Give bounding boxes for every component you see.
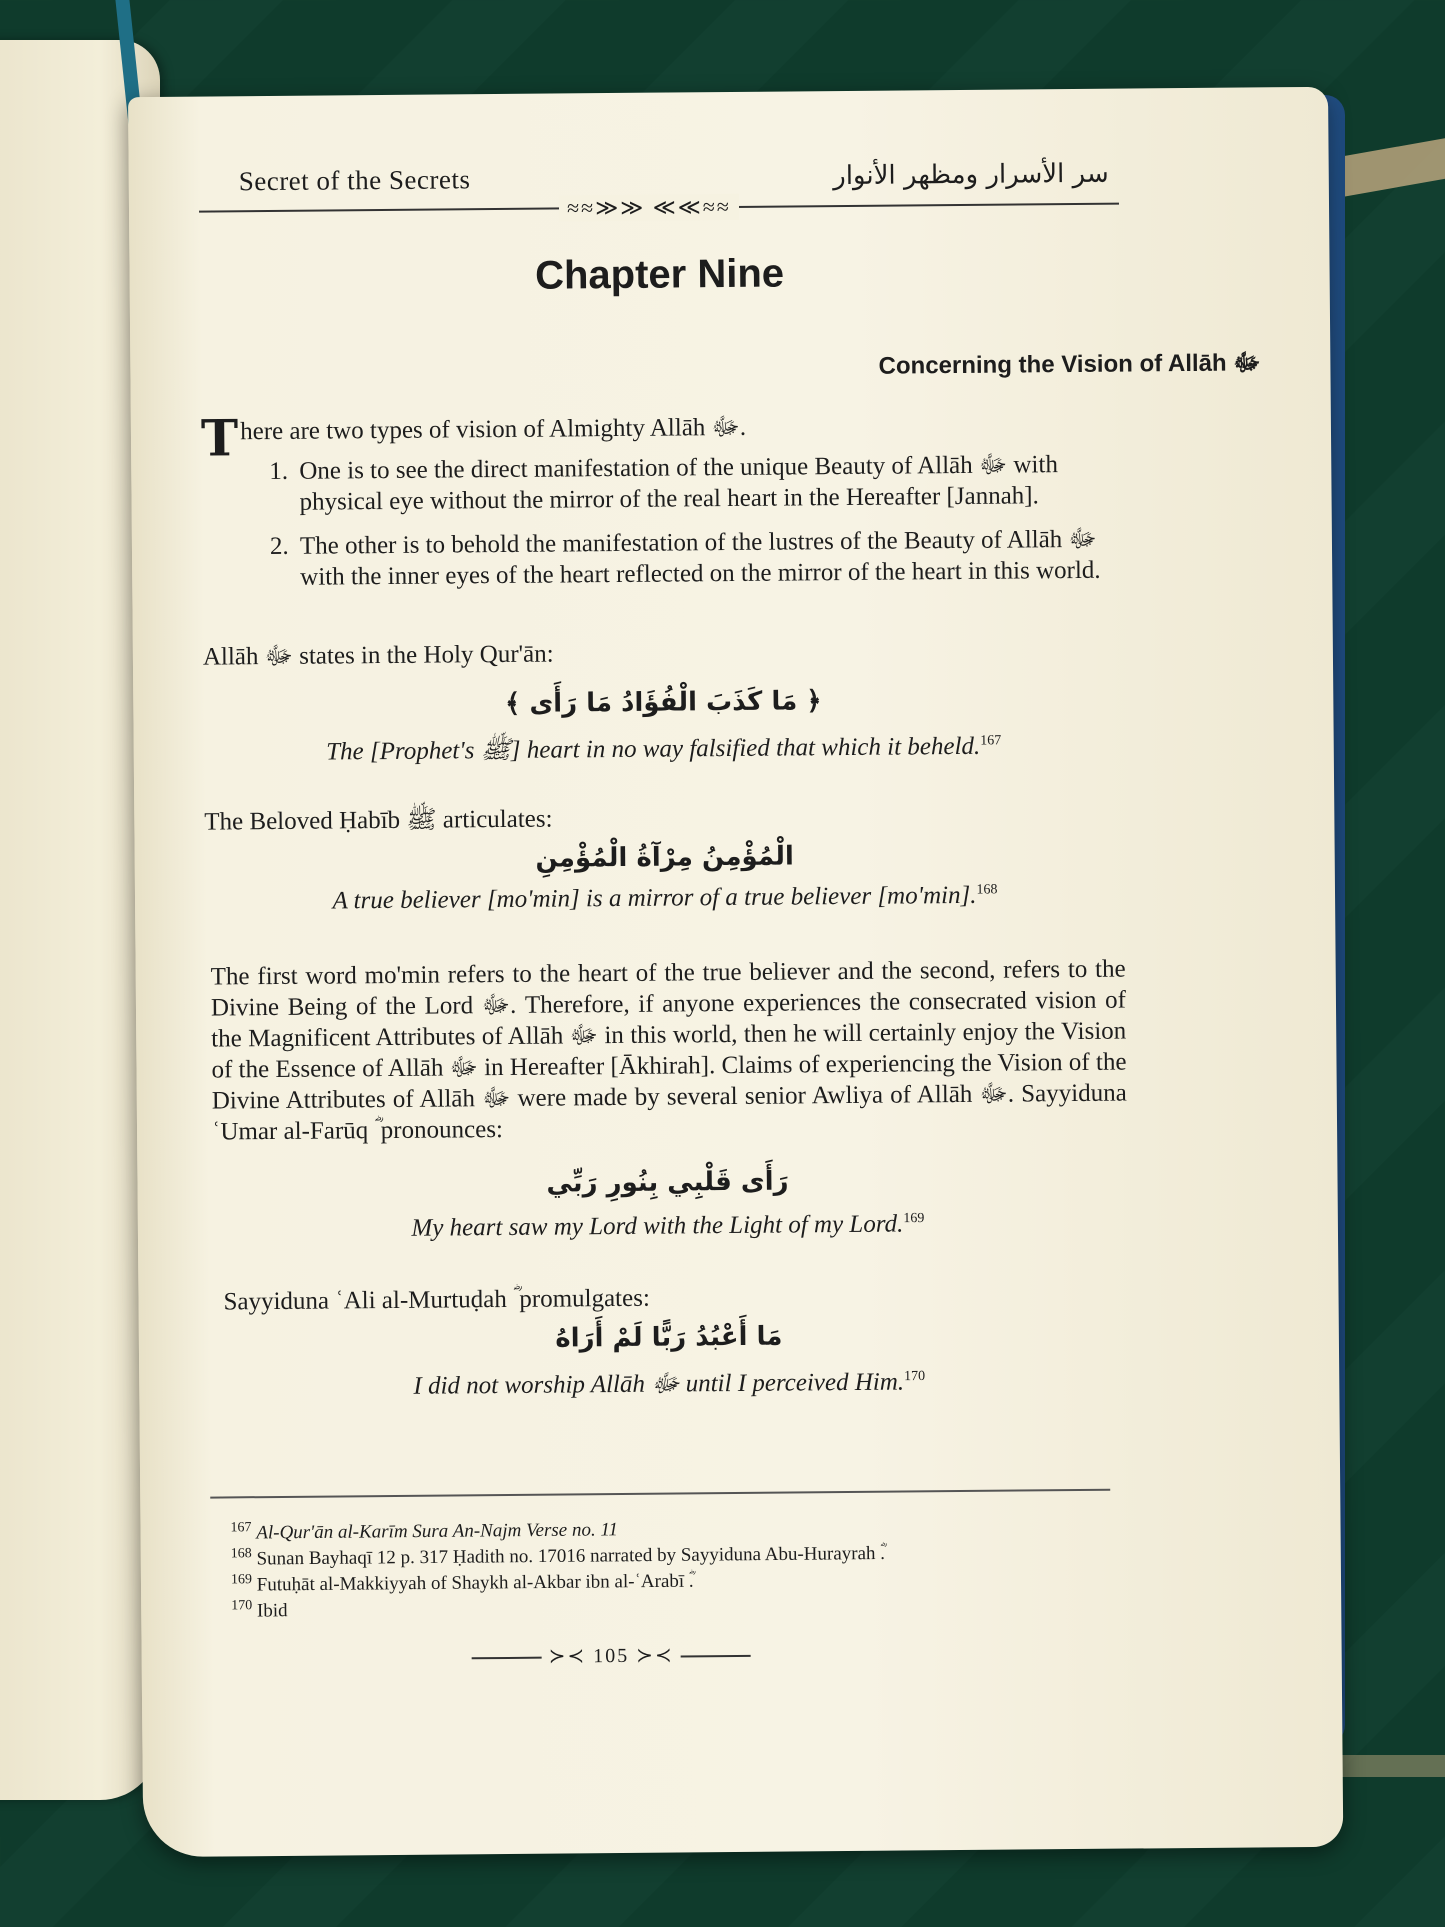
footnote-text: Sunan Bayhaqī 12 p. 317 Ḥadith no. 17016 narrated by Sayyiduna Abu-Hurayrah ؓ.	[256, 1543, 886, 1570]
habib-intro: The Beloved Ḥabīb ﷺ articulates:	[204, 805, 553, 836]
header-ornament: ≈≈≫≫ ≪≪≈≈	[559, 194, 739, 222]
footnote-text: Futuḥāt al-Makkiyyah of Shaykh al-Akbar ibn al-ʿArabī ؓ.	[256, 1570, 694, 1596]
hadith-arabic: الْمُؤْمِنُ مِرْآةُ الْمُؤْمِنِ	[535, 841, 795, 874]
footer-rule-left	[472, 1657, 542, 1660]
umar-translation: My heart saw my Lord with the Light of my Lord.	[411, 1210, 904, 1242]
footnote-rule	[210, 1489, 1110, 1499]
page-footer: ≻≺ 105 ≻≺	[472, 1642, 751, 1669]
footnote-ref[interactable]: 168	[976, 882, 998, 898]
page-content	[199, 157, 1263, 1766]
ali-intro: Sayyiduna ʿAli al-Murtuḍah ؓ promulgates:	[223, 1284, 650, 1316]
verse-arabic: ﴿ مَا كَذَبَ الْفُؤَادُ مَا رَأَى ﴾	[504, 686, 822, 719]
running-header	[199, 159, 1109, 227]
list-item	[269, 449, 1120, 518]
footnote-item	[231, 1594, 288, 1624]
list-number: 1.	[269, 457, 289, 486]
footnote-text: Ibid	[256, 1600, 288, 1622]
ali-quote-arabic: مَا أَعْبُدُ رَبًّا لَمْ أَرَاهُ	[555, 1321, 783, 1354]
page-number: 105	[593, 1644, 630, 1668]
chapter-subtitle: Concerning the Vision of Allāh ﷻ	[878, 349, 1261, 380]
chapter-title: Chapter Nine	[534, 251, 785, 298]
ali-translation-line	[209, 1364, 1129, 1409]
list-number: 2.	[269, 532, 289, 561]
list-text: One is to see the direct manifestation of the unique Beauty of Allāh ﷻ with physical eye without the mirror of the real heart in the Hereafter [Jannah].	[299, 451, 1059, 516]
footer-rule-right	[681, 1655, 751, 1658]
quran-intro: Allāh ﷻ states in the Holy Qur'ān:	[202, 640, 554, 671]
hadith-translation: A true believer [mo'min] is a mirror of a true believer [mo'min].	[332, 881, 977, 915]
footnote-ref[interactable]: 170	[903, 1369, 926, 1385]
footnote-number: 170	[231, 1598, 253, 1614]
list-text: The other is to behold the manifestation of the lustres of the Beauty of Allāh ﷻ with the inner eyes of the heart reflected on the mirror of the heart in this world.	[299, 525, 1101, 591]
footnote-ref[interactable]: 169	[903, 1211, 925, 1227]
footnote-number: 167	[230, 1520, 252, 1536]
footnote-item	[231, 1564, 694, 1597]
verse-translation-line	[204, 729, 1124, 774]
book-page	[128, 87, 1343, 1857]
running-arabic-title: سر الأسرار ومظهر الأنوار	[833, 158, 1109, 192]
footnote-text: Al-Qur'ān al-Karīm Sura An-Najm Verse no. 11	[256, 1519, 619, 1544]
body-paragraph: The first word mo'min refers to the heart of the true believer and the second, refers to the Divine Being of the Lord ﷻ. Therefore, if anyone experiences the consecrated vision of the Magnificent Attributes of Allāh ﷻ in this world, then he will certainly enjoy the Vision of the Essence of Allāh ﷻ in Hereafter [Ākhirah]. Claims of experiencing the Vision of the Divine Attributes of Allāh ﷻ were made by several senior Awliya of Allāh ﷻ. Sayyiduna ʿUmar al-Farūq ؓ pronounces:	[210, 955, 1127, 1146]
footnote-ref[interactable]: 167	[980, 733, 1002, 749]
umar-translation-line	[208, 1209, 1128, 1245]
footnote-number: 169	[230, 1572, 253, 1588]
intro-text: here are two types of vision of Almighty Allāh ﷻ.	[240, 413, 747, 446]
footnote-number: 168	[230, 1546, 252, 1562]
umar-quote-arabic: رَأَى قَلْبِي بِنُورِ رَبِّي	[546, 1166, 789, 1199]
verse-translation: The [Prophet's ﷺ] heart in no way falsified that which it beheld.	[326, 732, 981, 766]
list-item	[269, 524, 1121, 593]
running-title: Secret of the Secrets	[238, 164, 471, 197]
hadith-translation-line	[205, 881, 1125, 917]
drop-cap: T	[200, 408, 239, 468]
ali-translation: I did not worship Allāh ﷻ until I perceived Him.	[413, 1368, 905, 1400]
